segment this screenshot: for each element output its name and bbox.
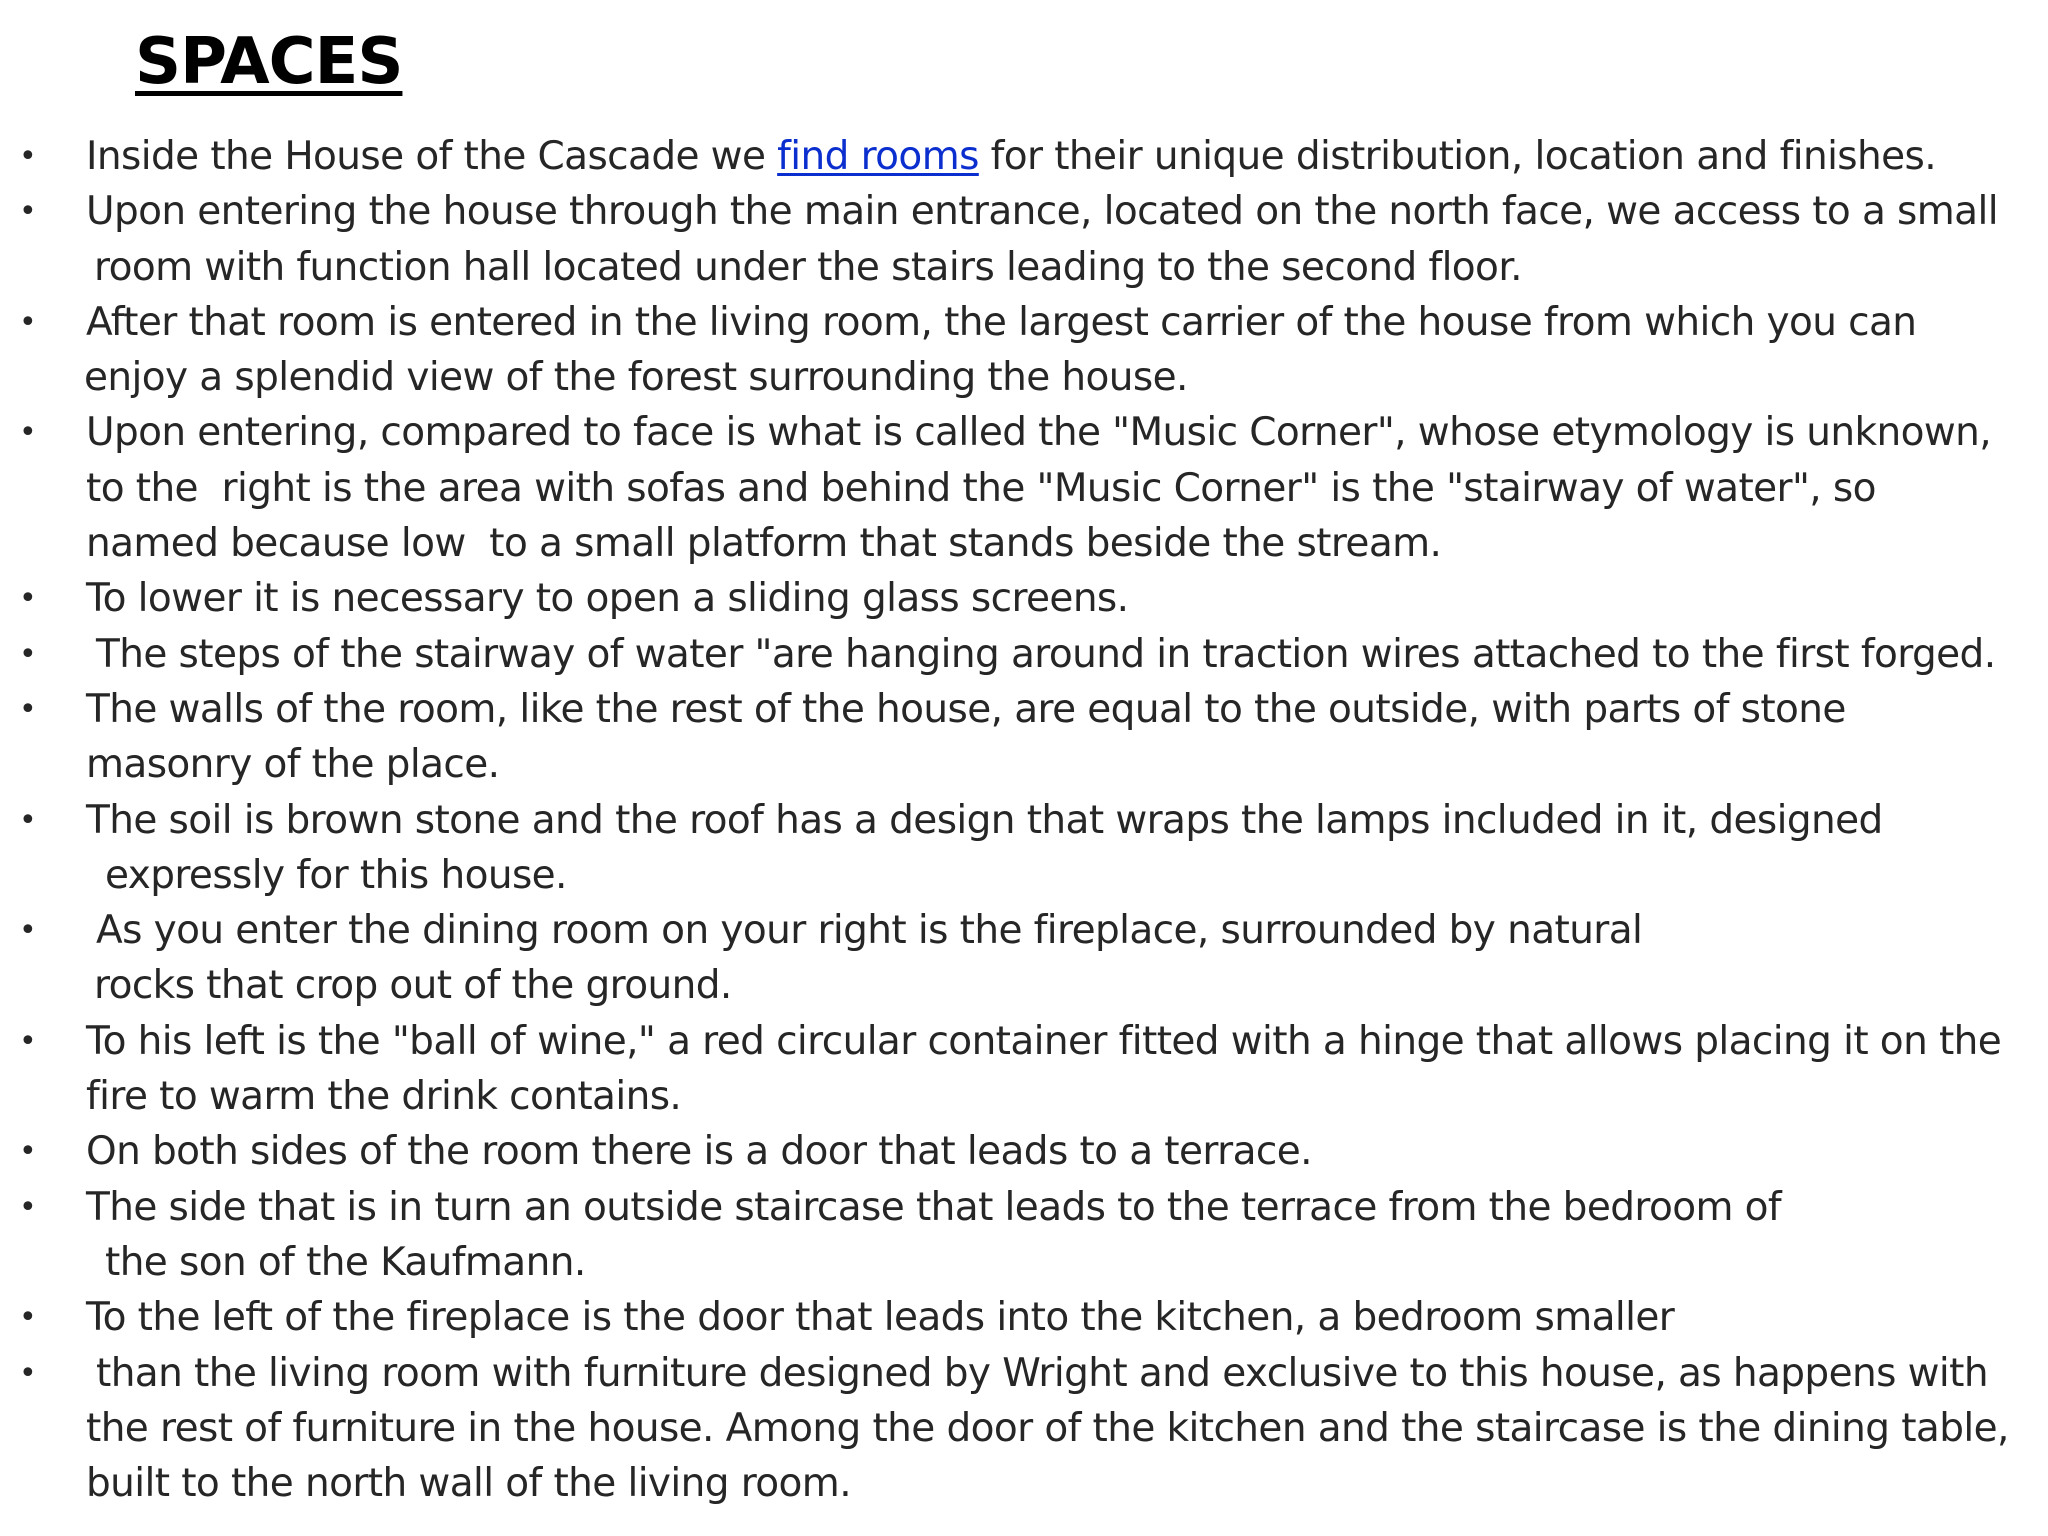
bullet-dot-icon: •	[19, 1189, 37, 1225]
bullet-dot-icon: •	[19, 1355, 37, 1391]
bullet-item	[0, 295, 2048, 406]
bullet-item	[0, 682, 2048, 793]
bullet-line: To the left of the fireplace is the door that leads into the kitchen, a bedroom smaller	[86, 1295, 1675, 1341]
bullet-line: than the living room with furniture designed by Wright and exclusive to this house, as happens with	[96, 1350, 1988, 1396]
bullet-dot-icon: •	[19, 1300, 37, 1336]
bullet-text: Inside the House of the Cascade we	[86, 134, 778, 179]
bullet-dot-icon: •	[19, 139, 37, 174]
bullet-line: After that room is entered in the living room, the largest carrier of the house from which you can	[86, 299, 1917, 345]
bullet-item	[0, 903, 2048, 1014]
bullet-dot-icon: •	[19, 691, 37, 727]
bullet-item	[0, 405, 2048, 571]
bullet-line: To his left is the "ball of wine," a red circular container fitted with a hinge that allows placing it on the	[86, 1018, 2002, 1064]
bullet-line: to the right is the area with sofas and behind the "Music Corner" is the "stairway of water", so	[86, 465, 1876, 511]
bullet-item	[0, 571, 2048, 626]
bullet-line: expressly for this house.	[105, 852, 567, 898]
bullet-dot-icon: •	[19, 913, 37, 949]
bullet-item	[0, 793, 2048, 904]
bullet-line: The soil is brown stone and the roof has a design that wraps the lamps included in it, designed	[86, 797, 1883, 843]
bullet-item	[0, 1346, 2048, 1512]
bullet-dot-icon: •	[19, 802, 37, 838]
bullet-line: The steps of the stairway of water "are hanging around in traction wires attached to the first forged.	[96, 631, 1996, 677]
bullet-line: enjoy a splendid view of the forest surrounding the house.	[84, 355, 1188, 401]
bullet-item	[0, 129, 2048, 184]
bullet-line: As you enter the dining room on your right is the fireplace, surrounded by natural	[96, 908, 1643, 954]
bullet-dot-icon: •	[19, 1134, 37, 1170]
bullet-line: masonry of the place.	[86, 742, 500, 788]
bullet-item	[0, 1290, 2048, 1345]
bullet-line: The walls of the room, like the rest of the house, are equal to the outside, with parts of stone	[86, 686, 1846, 732]
slide-title: SPACES	[135, 25, 403, 99]
bullet-item	[0, 1180, 2048, 1291]
bullet-line: Upon entering the house through the main entrance, located on the north face, we access to a small	[86, 189, 1998, 235]
bullet-list	[0, 129, 2048, 1511]
bullet-dot-icon: •	[19, 581, 37, 617]
bullet-line: To lower it is necessary to open a sliding glass screens.	[86, 576, 1129, 622]
bullet-line: rocks that crop out of the ground.	[94, 963, 732, 1009]
bullet-line: fire to warm the drink contains.	[86, 1074, 682, 1120]
bullet-line	[86, 129, 2048, 184]
bullet-line: Upon entering, compared to face is what is called the "Music Corner", whose etymology is unknown,	[86, 410, 1992, 456]
bullet-dot-icon: •	[19, 194, 37, 230]
bullet-line: room with function hall located under the stairs leading to the second floor.	[94, 244, 1522, 290]
bullet-dot-icon: •	[19, 304, 37, 340]
bullet-text: for their unique distribution, location and finishes.	[978, 134, 1937, 179]
bullet-dot-icon: •	[19, 415, 37, 451]
bullet-dot-icon: •	[19, 636, 37, 672]
bullet-item	[0, 1124, 2048, 1179]
bullet-line: the son of the Kaufmann.	[105, 1239, 586, 1285]
bullet-line: built to the north wall of the living room.	[86, 1461, 851, 1507]
bullet-item	[0, 184, 2048, 295]
bullet-item	[0, 1014, 2048, 1125]
bullet-dot-icon: •	[19, 1023, 37, 1059]
bullet-line: named because low to a small platform that stands beside the stream.	[86, 521, 1442, 567]
bullet-item	[0, 627, 2048, 682]
find-rooms-link[interactable]: find rooms	[777, 134, 979, 179]
bullet-line: the rest of furniture in the house. Among the door of the kitchen and the staircase is the dining table,	[86, 1405, 2009, 1451]
bullet-line: On both sides of the room there is a door that leads to a terrace.	[86, 1129, 1312, 1175]
bullet-line: The side that is in turn an outside staircase that leads to the terrace from the bedroom of	[86, 1184, 1782, 1230]
